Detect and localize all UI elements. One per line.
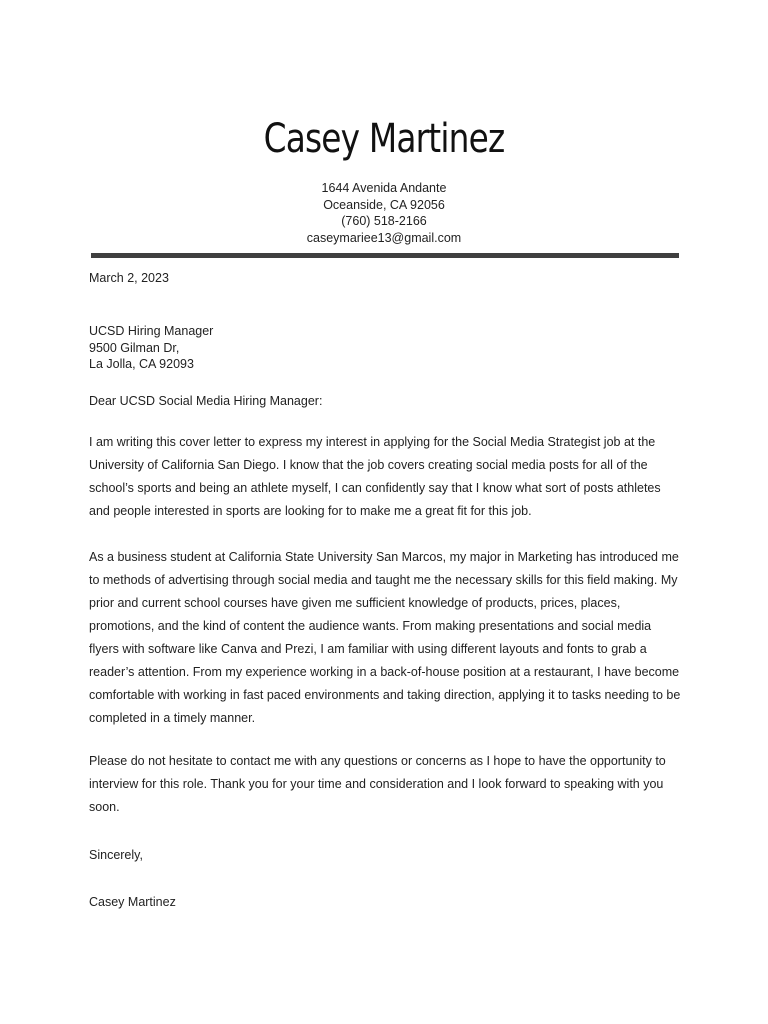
contact-block: [0, 180, 768, 246]
recipient-block: [89, 323, 213, 373]
letter-date: March 2, 2023: [89, 271, 169, 285]
contact-city: Oceanside, CA 92056: [323, 197, 445, 212]
contact-street: 1644 Avenida Andante: [321, 181, 447, 195]
signature-name: Casey Martinez: [89, 895, 176, 909]
recipient-line-1: UCSD Hiring Manager: [89, 324, 214, 338]
body-paragraph-3: Please do not hesitate to contact me with any questions or concerns as I hope to have the opportunity to interview for this role. Thank you for your time and consideration and I look forward to speaking with you soon.: [89, 754, 666, 814]
sender-name: Casey Martinez: [263, 116, 505, 162]
recipient-line-2: 9500 Gilman Dr,: [89, 340, 180, 355]
body-paragraph-2: As a business student at California State University San Marcos, my major in Marketing has introduced me to methods of advertising through social media and taught me the necessary skills for this field making. My prior and current school courses have given me sufficient knowledge of products, prices, places, promotions, and the kind of content the audience wants. From making presentations and social media flyers with software like Canva and Prezi, I am familiar with using different layouts and fonts to grab a reader’s attention. From my experience working in a back-of-house position at a restaurant, I have become comfortable with working in fast paced environments and taking direction, applying it to tasks needing to be completed in a timely manner.: [89, 550, 681, 725]
body-paragraph-1: I am writing this cover letter to express my interest in applying for the Social Media Strategist job at the University of California San Diego. I know that the job covers creating social media posts for all of the school’s sports and being an athlete myself, I can confidently say that I know what sort of posts athletes and people interested in sports are looking for to make me a great fit for this job.: [89, 435, 661, 518]
salutation: Dear UCSD Social Media Hiring Manager:: [89, 394, 323, 408]
recipient-line-3: La Jolla, CA 92093: [89, 357, 194, 371]
contact-phone: (760) 518-2166: [341, 214, 427, 228]
closing: Sincerely,: [89, 848, 143, 862]
contact-email: caseymariee13@gmail.com: [306, 230, 462, 245]
header-divider: [91, 253, 679, 258]
